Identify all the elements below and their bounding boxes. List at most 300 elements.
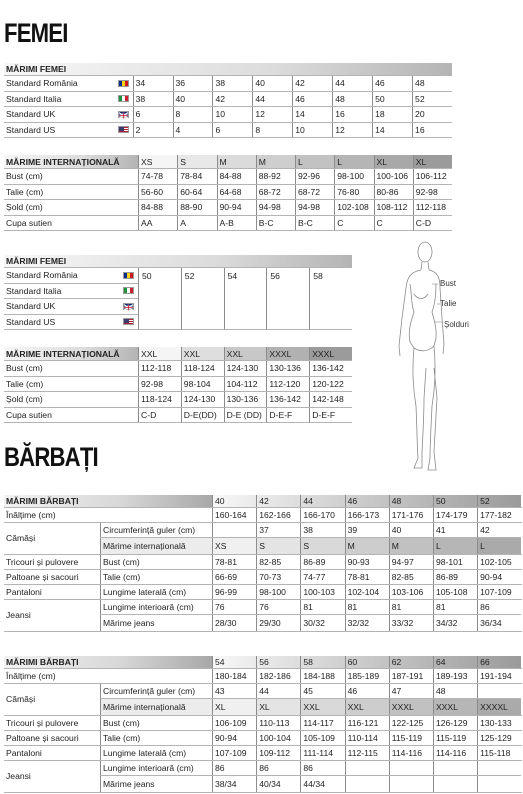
table-row (4, 392, 352, 408)
value-cell: 92-98 (138, 377, 181, 392)
value-cell: 40 (389, 523, 433, 537)
value-cell: 111-114 (300, 746, 344, 760)
value-cell: 166-173 (345, 508, 389, 522)
value-cell: 86 (256, 761, 300, 775)
row-label: Standard România (4, 268, 138, 283)
value-cell: XL (212, 699, 256, 714)
value-cell: 107-109 (212, 746, 256, 760)
value-cell: 124-130 (224, 361, 267, 376)
value-cell: 98-100 (256, 585, 300, 599)
value-cell: 74-78 (138, 169, 177, 184)
jeans-group (4, 600, 522, 631)
value-cell: XL (256, 699, 300, 714)
size-header-cell: 66 (477, 656, 521, 668)
tshirts-row (4, 555, 522, 570)
subrows (100, 600, 521, 630)
subrows (100, 761, 521, 791)
table-row (4, 377, 352, 393)
value-cell: XXXXL (477, 699, 521, 714)
table-header (4, 155, 452, 169)
value-cell: 92-96 (295, 169, 334, 184)
table-row (4, 107, 452, 123)
row-label: Tricouri și pulovere (6, 717, 79, 728)
female-silhouette-illustration (380, 238, 520, 478)
value-cell: C (334, 216, 373, 231)
value-cell: 166-170 (300, 508, 344, 522)
value-cell: 160-164 (212, 508, 256, 522)
size-cell: 34 (133, 76, 173, 91)
size-cell: 50 (138, 268, 181, 330)
value-cell: 28/30 (212, 615, 256, 630)
value-cell: 171-176 (389, 508, 433, 522)
size-cell: 38 (212, 76, 252, 91)
value-cell: 182-186 (256, 669, 300, 683)
value-cell: 43 (212, 684, 256, 698)
table-row (4, 92, 452, 108)
size-header-cell: 42 (256, 495, 300, 507)
value-cell: 45 (300, 684, 344, 698)
value-cell: 44/34 (300, 776, 344, 791)
value-cell: 30/32 (300, 615, 344, 630)
value-cell: 64-68 (217, 185, 256, 200)
shirts-group (4, 523, 522, 554)
size-header-cell: 60 (345, 656, 389, 668)
value-cell: 86 (477, 600, 521, 614)
value-cell: 84-88 (217, 169, 256, 184)
subrows (100, 523, 521, 553)
row-label: Pantaloni (6, 587, 42, 598)
flag-it-icon (118, 95, 129, 102)
value-cell: 34/32 (433, 615, 477, 630)
size-cell: 38 (133, 92, 173, 107)
value-cell: 125-129 (477, 731, 521, 745)
value-cell: 39 (345, 523, 389, 537)
table-header (4, 63, 452, 76)
value-cell: 74-77 (300, 570, 344, 584)
value-cell: 86 (300, 761, 344, 775)
table-row (100, 776, 521, 791)
size-cell: 18 (372, 107, 412, 122)
size-cell: 14 (372, 123, 412, 138)
size-header-cell: M (256, 155, 295, 168)
value-cell: XXXL (433, 699, 477, 714)
body-measurement-figure (380, 238, 520, 478)
row-label: Cămăși (6, 533, 36, 544)
value-cell: D-E-F (309, 408, 352, 423)
value-cell: 86-89 (300, 555, 344, 569)
size-cell: 40 (173, 92, 213, 107)
table-header-label: MĂRIMI BĂRBAȚI (4, 495, 212, 507)
value-cell: 114-116 (389, 746, 433, 760)
value-cell: 84-88 (138, 200, 177, 215)
value-cell: 88-90 (177, 200, 216, 215)
size-cell: 2 (133, 123, 173, 138)
value-cell: 105-108 (433, 585, 477, 599)
size-cell: 48 (412, 76, 452, 91)
size-cell: 6 (212, 123, 252, 138)
value-cell: 86-89 (433, 570, 477, 584)
value-cell (477, 776, 521, 791)
row-label: Talie (cm) (6, 378, 44, 389)
tshirts-row (4, 716, 522, 731)
value-cell: 136-142 (266, 392, 309, 407)
row-label: Înălțime (cm) (6, 510, 56, 521)
row-label: Șold (cm) (6, 202, 43, 213)
table-row (100, 600, 521, 615)
size-cell: 40 (252, 76, 292, 91)
value-cell: 112-118 (138, 361, 181, 376)
size-header-cell: 54 (212, 656, 256, 668)
table-row (4, 200, 452, 216)
value-cell: 86 (212, 761, 256, 775)
row-label: Înălțime (cm) (6, 671, 56, 682)
row-sublabel: Bust (cm) (100, 716, 212, 730)
table-row (100, 699, 521, 714)
table-header-label: MĂRIMI FEMEI (6, 64, 67, 74)
value-cell: 98-104 (181, 377, 224, 392)
hips-label: Șolduri (444, 320, 469, 329)
value-cell: 33/32 (389, 615, 433, 630)
value-cell: 189-193 (433, 669, 477, 683)
value-cell: 126-129 (433, 716, 477, 730)
size-cell: 12 (252, 107, 292, 122)
size-cell: 56 (266, 268, 309, 330)
value-cell: 94-98 (256, 200, 295, 215)
value-cell: 94-98 (295, 200, 334, 215)
size-cell: 4 (173, 123, 213, 138)
row-sublabel: Mărime internațională (100, 538, 212, 553)
value-cell: 107-109 (477, 585, 521, 599)
table-row (100, 523, 521, 538)
value-cell: 110-113 (256, 716, 300, 730)
women-sizes-table (4, 63, 452, 138)
subrows (100, 684, 521, 714)
row-sublabel: Circumferință guler (cm) (100, 684, 212, 698)
value-cell (212, 523, 256, 537)
value-cell: A-B (217, 216, 256, 231)
value-cell: 130-136 (266, 361, 309, 376)
value-cell: 82-85 (256, 555, 300, 569)
row-sublabel: Lungime interioară (cm) (100, 761, 212, 775)
value-cell (433, 761, 477, 775)
shirts-group (4, 684, 522, 715)
value-cell: 130-136 (224, 392, 267, 407)
value-cell: 40/34 (256, 776, 300, 791)
size-cell: 52 (181, 268, 224, 330)
table-header (4, 255, 352, 268)
value-cell: 56-60 (138, 185, 177, 200)
size-header-cell: 44 (300, 495, 344, 507)
value-cell: 38/34 (212, 776, 256, 791)
value-cell: XXXL (389, 699, 433, 714)
value-cell: XXL (300, 699, 344, 714)
table-header-label: MĂRIMI BĂRBAȚI (4, 656, 212, 668)
row-label: Bust (cm) (6, 171, 43, 182)
size-header-cell: 52 (477, 495, 521, 507)
value-cell: C (374, 216, 413, 231)
value-cell: M (345, 538, 389, 553)
size-header-cell: 48 (389, 495, 433, 507)
value-cell: 102-105 (477, 555, 521, 569)
value-cell: AA (138, 216, 177, 231)
size-cell: 14 (292, 107, 332, 122)
flag-us-icon (118, 126, 129, 133)
flag-uk-icon (123, 303, 134, 310)
value-cell: A (177, 216, 216, 231)
row-label: Paltoane și sacouri (6, 732, 79, 743)
value-cell: 81 (389, 600, 433, 614)
table-body (4, 268, 352, 330)
value-cell: 81 (433, 600, 477, 614)
row-label: Standard România (4, 76, 133, 91)
women-international-table-large (4, 347, 352, 423)
table-header (4, 656, 522, 669)
row-sublabel: Lungime laterală (cm) (100, 585, 212, 599)
value-cell: 115-118 (477, 746, 521, 760)
size-cell: 16 (332, 107, 372, 122)
table-row (4, 361, 352, 377)
row-label: Jeansi (6, 771, 31, 782)
size-cell: 6 (133, 107, 173, 122)
value-cell: 90-93 (345, 555, 389, 569)
size-header-cell: 56 (256, 656, 300, 668)
size-header-cell: XXL (181, 347, 224, 360)
value-cell: 44 (256, 684, 300, 698)
size-cell: 8 (252, 123, 292, 138)
value-cell (477, 684, 521, 698)
value-cell (345, 776, 389, 791)
row-sublabel: Talie (cm) (100, 570, 212, 584)
value-cell: 81 (345, 600, 389, 614)
value-cell: 78-84 (177, 169, 216, 184)
row-label: Standard US (4, 123, 133, 138)
height-row (4, 508, 522, 523)
value-cell: 88-92 (256, 169, 295, 184)
value-cell: 94-97 (389, 555, 433, 569)
table-row (4, 284, 138, 300)
value-cell: XXL (345, 699, 389, 714)
value-cell: 70-73 (256, 570, 300, 584)
value-cell: 68-72 (256, 185, 295, 200)
size-header-cell: XL (413, 155, 452, 168)
value-cell: 191-194 (477, 669, 521, 683)
value-cell: 114-116 (433, 746, 477, 760)
table-row (100, 538, 521, 553)
value-cell: 78-81 (345, 570, 389, 584)
height-row (4, 669, 522, 684)
table-row (4, 185, 452, 201)
value-cell: M (389, 538, 433, 553)
row-label: Bust (cm) (6, 363, 43, 374)
value-cell: 29/30 (256, 615, 300, 630)
value-cell: 124-130 (181, 392, 224, 407)
value-cell: 104-112 (224, 377, 267, 392)
value-cell (477, 761, 521, 775)
size-header-cell: L (334, 155, 373, 168)
flag-uk-icon (118, 111, 129, 118)
value-cell: 38 (300, 523, 344, 537)
table-row (4, 216, 452, 232)
value-cell: 115-119 (433, 731, 477, 745)
row-sublabel: Bust (cm) (100, 555, 212, 569)
size-header-cell: XS (138, 155, 177, 168)
value-cell: 36/34 (477, 615, 521, 630)
value-cell: XS (212, 538, 256, 553)
value-cell (433, 776, 477, 791)
value-cell: 78-81 (212, 555, 256, 569)
value-cell: 102-108 (334, 200, 373, 215)
value-cell: 108-112 (374, 200, 413, 215)
value-cell: 130-133 (477, 716, 521, 730)
value-cell: 98-101 (433, 555, 477, 569)
row-label: Cupa sutien (6, 217, 52, 228)
row-sublabel: Talie (cm) (100, 731, 212, 745)
value-cell (389, 776, 433, 791)
size-cell: 54 (224, 268, 267, 330)
value-cell: 32/32 (345, 615, 389, 630)
value-cell: S (256, 538, 300, 553)
jeans-group (4, 761, 522, 792)
row-label: Pantaloni (6, 748, 42, 759)
value-cell: 115-119 (389, 731, 433, 745)
size-cell: 48 (332, 92, 372, 107)
value-cell: 47 (389, 684, 433, 698)
trousers-row (4, 585, 522, 600)
size-header-cell: XXL (138, 347, 181, 360)
value-cell: 103-106 (389, 585, 433, 599)
femei-title: FEMEI (4, 18, 68, 48)
value-cell: 136-142 (309, 361, 352, 376)
value-cell: 100-106 (374, 169, 413, 184)
value-cell: 92-98 (413, 185, 452, 200)
table-row (100, 684, 521, 699)
row-label: Cupa sutien (6, 409, 52, 420)
row-sublabel: Mărime internațională (100, 699, 212, 714)
size-cell: 50 (372, 92, 412, 107)
table-row (4, 299, 138, 315)
value-cell: 100-104 (256, 731, 300, 745)
value-cell: 114-117 (300, 716, 344, 730)
row-sublabel: Lungime laterală (cm) (100, 746, 212, 760)
size-cell: 52 (412, 92, 452, 107)
row-sublabel: Circumferință guler (cm) (100, 523, 212, 537)
men-sizes-table-large (4, 656, 522, 793)
size-cell: 36 (173, 76, 213, 91)
value-cell: 76 (212, 600, 256, 614)
flag-it-icon (123, 287, 134, 294)
women-international-table (4, 155, 452, 231)
value-cell: 184-188 (300, 669, 344, 683)
value-cell: 37 (256, 523, 300, 537)
size-header-cell: 62 (389, 656, 433, 668)
table-header (4, 347, 352, 361)
value-cell (389, 761, 433, 775)
table-row (4, 123, 452, 139)
row-label: Talie (cm) (6, 186, 44, 197)
value-cell: D-E-F (266, 408, 309, 423)
flag-ro-icon (118, 80, 129, 87)
women-sizes-table-large (4, 255, 352, 330)
bust-label: Bust (440, 279, 457, 288)
table-header-label: MĂRIME INTERNAȚIONALĂ (4, 347, 138, 360)
table-row (100, 761, 521, 776)
size-header-cell: 64 (433, 656, 477, 668)
value-cell: 118-124 (181, 361, 224, 376)
row-label: Standard Italia (4, 92, 133, 107)
value-cell: 180-184 (212, 669, 256, 683)
row-sublabel: Mărime jeans (100, 776, 212, 791)
size-header-cell: XXXL (266, 347, 309, 360)
value-cell: C-D (413, 216, 452, 231)
table-row (4, 76, 452, 92)
value-cell: B-C (256, 216, 295, 231)
waist-label: Talie (440, 299, 457, 308)
value-cell: 174-179 (433, 508, 477, 522)
size-cell: 44 (252, 92, 292, 107)
flag-us-icon (123, 318, 134, 325)
value-cell: 105-109 (300, 731, 344, 745)
size-header-cell: 40 (212, 495, 256, 507)
men-sizes-table (4, 495, 522, 632)
flag-ro-icon (123, 272, 134, 279)
value-cell: 66-69 (212, 570, 256, 584)
value-cell: 42 (477, 523, 521, 537)
size-header-cell: XL (374, 155, 413, 168)
value-cell: 41 (433, 523, 477, 537)
size-header-cell: 46 (345, 495, 389, 507)
size-header-cell: 58 (300, 656, 344, 668)
table-row (4, 408, 352, 424)
value-cell: 110-114 (345, 731, 389, 745)
row-sublabel: Mărime jeans (100, 615, 212, 630)
row-label: Standard UK (4, 107, 133, 122)
value-cell: 118-124 (138, 392, 181, 407)
table-row (4, 169, 452, 185)
value-cell: 90-94 (217, 200, 256, 215)
value-cell: 81 (300, 600, 344, 614)
value-cell: 142-148 (309, 392, 352, 407)
value-cell: 100-103 (300, 585, 344, 599)
value-cell: 185-189 (345, 669, 389, 683)
row-label: Șold (cm) (6, 394, 43, 405)
coats-row (4, 731, 522, 746)
value-cell: L (433, 538, 477, 553)
value-cell: 68-72 (295, 185, 334, 200)
value-cell: 98-100 (334, 169, 373, 184)
value-cell: 109-112 (256, 746, 300, 760)
value-cell: C-D (138, 408, 181, 423)
row-label: Tricouri și pulovere (6, 556, 79, 567)
value-cell: 177-182 (477, 508, 521, 522)
size-header-cell: XXL (224, 347, 267, 360)
table-header (4, 495, 522, 508)
size-cell: 10 (292, 123, 332, 138)
table-header-label: MĂRIME INTERNAȚIONALĂ (4, 155, 138, 168)
size-cell: 10 (212, 107, 252, 122)
table-header-label: MĂRIMI FEMEI (6, 256, 67, 266)
value-cell: 187-191 (389, 669, 433, 683)
value-cell: 90-94 (212, 731, 256, 745)
row-label: Paltoane și sacouri (6, 571, 79, 582)
table-row (4, 268, 138, 284)
value-cell: 76-80 (334, 185, 373, 200)
size-cell: 58 (309, 268, 352, 330)
table-row (4, 315, 138, 331)
trousers-row (4, 746, 522, 761)
size-cell: 46 (372, 76, 412, 91)
value-cell: 106-109 (212, 716, 256, 730)
table-row (100, 615, 521, 630)
